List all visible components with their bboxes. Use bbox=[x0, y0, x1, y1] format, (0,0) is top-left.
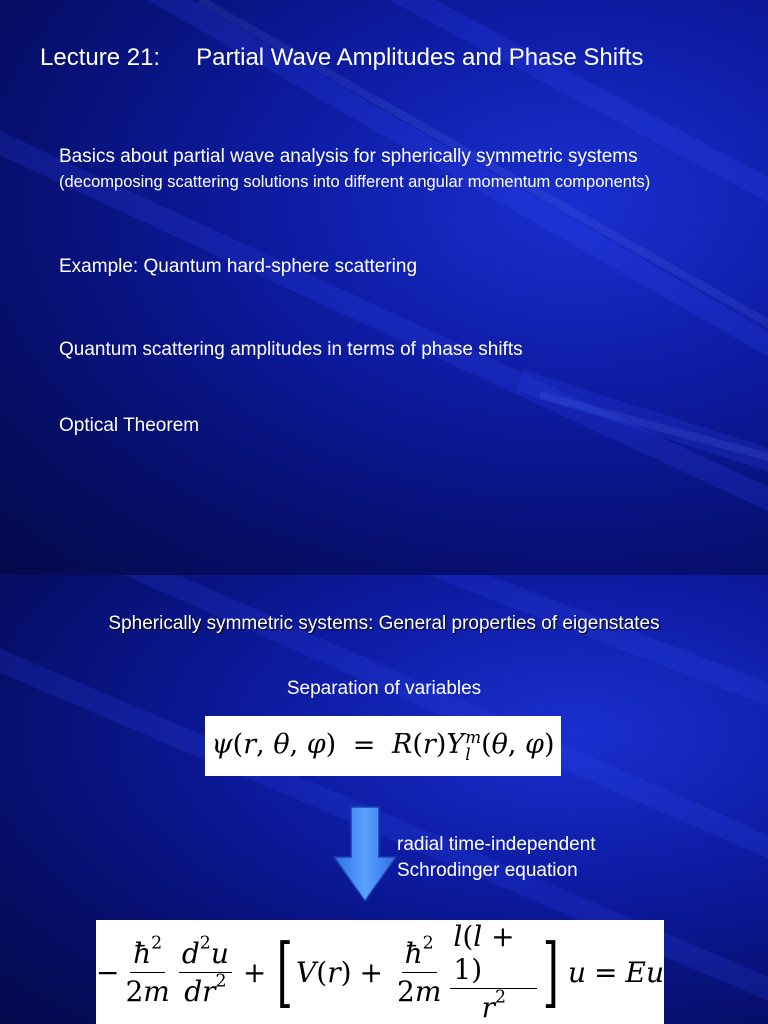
radial-schrodinger-equation: − $\frac{ħ^2}{2m}$ $\frac{d^2u}{dr^2}$ + [ V ( r ) + $\frac{ħ^2}{2m}$ $\frac{l(l + 1)}{r^2}$ ] u = Eu bbox=[96, 920, 664, 1024]
bullet-partial-wave-subtext: (decomposing scattering solutions into different angular momentum components) bbox=[59, 173, 651, 191]
bullet-phase-shifts: Quantum scattering amplitudes in terms of phase shifts bbox=[59, 339, 523, 360]
bullet-hard-sphere-example: Example: Quantum hard-sphere scattering bbox=[59, 256, 418, 277]
radial-label-line1: radial time-independent bbox=[397, 834, 596, 855]
bullet-partial-wave-basics: Basics about partial wave analysis for spherically symmetric systems bbox=[59, 146, 638, 167]
radial-label-line2: Schrodinger equation bbox=[397, 860, 578, 881]
radial-equation-label bbox=[397, 832, 596, 884]
bullet-optical-theorem: Optical Theorem bbox=[59, 415, 200, 436]
separation-equation: ψ(r, θ, φ) = R(r)Y m l (θ, φ) bbox=[205, 716, 561, 776]
lecture-number: Lecture 21: bbox=[40, 44, 161, 71]
down-arrow-icon bbox=[332, 805, 398, 903]
lecture-topic: Partial Wave Amplitudes and Phase Shifts bbox=[196, 44, 644, 71]
separation-label: Separation of variables bbox=[286, 678, 482, 699]
lecture-title bbox=[40, 44, 643, 72]
slide-heading: Spherically symmetric systems: General properties of eigenstates bbox=[108, 613, 660, 634]
slide-2 bbox=[0, 575, 768, 1024]
